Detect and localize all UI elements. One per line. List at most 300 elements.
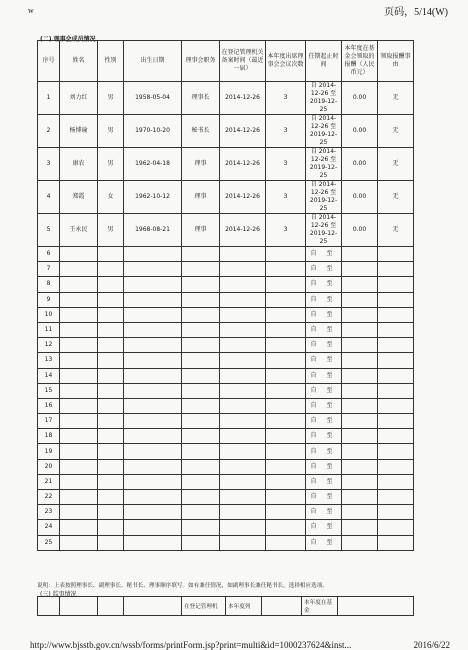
cell-empty [220,262,266,277]
board-members-table [37,40,414,551]
cell-empty [342,338,378,353]
cell-empty [378,247,414,262]
cell-empty [266,520,306,535]
cell-empty [98,322,124,337]
cell-empty [342,383,378,398]
table-row [38,307,414,322]
column-header: 本年度出席理事会会议次数 [266,41,306,82]
cell-empty [124,322,182,337]
cell-empty [98,353,124,368]
cell-no: 22 [38,490,60,505]
table-row [38,368,414,383]
cell-empty [98,535,124,550]
table-row [38,148,414,181]
cell-empty [342,277,378,292]
cell-empty [182,459,220,474]
cell-empty [182,247,220,262]
cell-empty [266,474,306,489]
footer-url: http://www.bjsstb.gov.cn/wssb/forms/printForm.jsp?print=multi&id=1000237624&inst... [30,640,352,650]
term-placeholder: 自 至 [310,326,337,334]
table-row [38,115,414,148]
cell-birth: 1970-10-20 [124,115,182,148]
cell-no: 24 [38,520,60,535]
cell-empty [266,368,306,383]
term-placeholder: 自 至 [310,447,337,455]
cell-no: 23 [38,505,60,520]
cell-no: 4 [38,181,60,214]
column-header: 领取报酬事由 [378,41,414,82]
cell-empty [266,459,306,474]
term-placeholder: 自 至 [310,462,337,470]
cell-birth: 1958-05-04 [124,82,182,115]
supervisor-header-cell [60,597,98,616]
cell-empty [342,307,378,322]
cell-empty [98,338,124,353]
cell-term [306,368,342,383]
cell-role: 理事 [182,181,220,214]
cell-gender: 女 [98,181,124,214]
cell-no: 21 [38,474,60,489]
cell-no: 6 [38,247,60,262]
cell-empty [342,414,378,429]
cell-pay: 0.00 [342,181,378,214]
supervisor-header-cell [262,597,302,616]
cell-empty [378,429,414,444]
cell-gender: 男 [98,115,124,148]
cell-empty [98,307,124,322]
cell-empty [124,368,182,383]
cell-birth: 1968-08-21 [124,214,182,247]
cell-empty [220,444,266,459]
cell-no: 5 [38,214,60,247]
cell-empty [378,444,414,459]
column-header: 任期起止时间 [306,41,342,82]
cell-name: 刘力红 [60,82,98,115]
cell-empty [124,247,182,262]
cell-no: 16 [38,398,60,413]
cell-empty [60,490,98,505]
cell-term [306,322,342,337]
cell-term [306,459,342,474]
cell-empty [182,277,220,292]
cell-no: 2 [38,115,60,148]
cell-term [306,338,342,353]
column-header: 在登记管理机关备案时间（最近一届） [220,41,266,82]
cell-no: 15 [38,383,60,398]
cell-empty [60,383,98,398]
cell-empty [60,322,98,337]
cell-no: 12 [38,338,60,353]
cell-empty [60,307,98,322]
term-placeholder: 自 至 [310,356,337,364]
term-placeholder: 自 至 [310,523,337,531]
cell-empty [378,368,414,383]
cell-empty [98,429,124,444]
cell-empty [342,292,378,307]
cell-empty [182,262,220,277]
cell-filed: 2014-12-26 [220,214,266,247]
cell-birth: 1962-10-12 [124,181,182,214]
cell-empty [342,490,378,505]
table-row [38,262,414,277]
cell-empty [378,277,414,292]
cell-no: 1 [38,82,60,115]
cell-empty [182,535,220,550]
cell-pay: 0.00 [342,214,378,247]
cell-empty [342,262,378,277]
cell-birth: 1962-04-18 [124,148,182,181]
cell-no: 9 [38,292,60,307]
cell-no: 10 [38,307,60,322]
cell-empty [98,368,124,383]
cell-empty [60,353,98,368]
cell-no: 3 [38,148,60,181]
cell-empty [124,383,182,398]
cell-empty [220,383,266,398]
cell-empty [182,414,220,429]
cell-empty [220,247,266,262]
supervisor-header-cell [38,597,60,616]
table-row [38,414,414,429]
cell-empty [60,247,98,262]
cell-empty [98,459,124,474]
cell-empty [220,474,266,489]
cell-gender: 男 [98,214,124,247]
cell-term [306,505,342,520]
cell-empty [220,353,266,368]
cell-empty [220,398,266,413]
term-placeholder: 自 至 [310,250,337,258]
cell-empty [124,535,182,550]
supervisor-header-cell: 本年度列 [226,597,262,616]
cell-term [306,474,342,489]
cell-role: 理事 [182,214,220,247]
cell-reason: 无 [378,214,414,247]
cell-empty [220,520,266,535]
term-placeholder: 自 至 [310,477,337,485]
cell-empty [266,307,306,322]
cell-term [306,383,342,398]
cell-name: 王永民 [60,214,98,247]
cell-empty [182,474,220,489]
supervisor-header-cell [124,597,182,616]
cell-empty [342,535,378,550]
header-left-mark: w [28,6,34,15]
supervisors-section-title: (三) 监事情况 [40,591,77,598]
cell-empty [98,505,124,520]
cell-empty [60,414,98,429]
cell-empty [182,307,220,322]
term-placeholder: 自 至 [310,401,337,409]
cell-empty [182,368,220,383]
cell-reason: 无 [378,148,414,181]
cell-attend: 3 [266,82,306,115]
cell-term [306,444,342,459]
cell-role: 理事 [182,148,220,181]
cell-empty [266,277,306,292]
cell-empty [182,322,220,337]
table-row [38,444,414,459]
cell-empty [378,292,414,307]
cell-empty [124,429,182,444]
cell-filed: 2014-12-26 [220,148,266,181]
cell-term [306,292,342,307]
cell-empty [124,520,182,535]
term-placeholder: 自 至 [310,341,337,349]
cell-empty [378,459,414,474]
cell-empty [378,383,414,398]
cell-empty [266,322,306,337]
cell-empty [342,444,378,459]
table-row [38,398,414,413]
cell-empty [220,535,266,550]
cell-empty [342,322,378,337]
term-placeholder: 自 至 [310,310,337,318]
term-placeholder: 自 至 [310,493,337,501]
supervisor-header-cell [338,597,414,616]
cell-attend: 3 [266,181,306,214]
cell-attend: 3 [266,214,306,247]
term-placeholder: 自 至 [310,508,337,516]
cell-empty [124,414,182,429]
table-header-row [38,41,414,82]
page-number: 页码，5/14(W) [384,7,448,18]
term-placeholder: 自 至 [310,280,337,288]
cell-empty [98,292,124,307]
table-row [38,322,414,337]
cell-no: 18 [38,429,60,444]
cell-empty [60,338,98,353]
cell-empty [378,322,414,337]
cell-term [306,535,342,550]
cell-attend: 3 [266,115,306,148]
cell-empty [342,505,378,520]
cell-empty [98,520,124,535]
table-row [38,535,414,550]
cell-empty [182,520,220,535]
supervisors-header-row [38,597,414,616]
table-row [38,338,414,353]
supervisor-header-cell [98,597,124,616]
cell-no: 20 [38,459,60,474]
cell-empty [378,520,414,535]
cell-empty [342,368,378,383]
cell-empty [220,490,266,505]
cell-term [306,262,342,277]
cell-term: 自 2014-12-26 至 2019-12-25 [306,214,342,247]
cell-empty [60,505,98,520]
cell-term [306,247,342,262]
cell-empty [378,414,414,429]
cell-term [306,414,342,429]
cell-name: 郑霞 [60,181,98,214]
cell-empty [378,353,414,368]
table-row [38,459,414,474]
cell-no: 11 [38,322,60,337]
cell-empty [378,338,414,353]
column-header: 出生日期 [124,41,182,82]
term-placeholder: 自 至 [310,386,337,394]
cell-empty [342,247,378,262]
cell-empty [220,322,266,337]
cell-pay: 0.00 [342,82,378,115]
cell-reason: 无 [378,82,414,115]
cell-empty [182,338,220,353]
cell-empty [342,398,378,413]
footer-date: 2016/6/22 [413,640,450,650]
cell-empty [60,535,98,550]
cell-term [306,490,342,505]
table-row [38,214,414,247]
cell-empty [266,444,306,459]
cell-empty [220,338,266,353]
cell-pay: 0.00 [342,115,378,148]
cell-empty [378,307,414,322]
cell-empty [220,277,266,292]
term-placeholder: 自 至 [310,538,337,546]
cell-empty [342,429,378,444]
cell-empty [266,429,306,444]
cell-gender: 男 [98,82,124,115]
term-placeholder: 自 至 [310,371,337,379]
cell-empty [124,505,182,520]
cell-empty [60,520,98,535]
cell-empty [98,262,124,277]
cell-gender: 男 [98,148,124,181]
cell-empty [60,292,98,307]
cell-empty [182,444,220,459]
cell-empty [342,353,378,368]
cell-empty [98,247,124,262]
column-header: 序号 [38,41,60,82]
cell-empty [266,398,306,413]
cell-term [306,307,342,322]
supervisors-table [37,596,414,616]
table-row [38,474,414,489]
cell-empty [124,459,182,474]
cell-filed: 2014-12-26 [220,82,266,115]
cell-no: 8 [38,277,60,292]
cell-empty [124,398,182,413]
cell-no: 7 [38,262,60,277]
cell-empty [266,535,306,550]
cell-empty [342,459,378,474]
term-placeholder: 自 至 [310,432,337,440]
cell-empty [266,247,306,262]
table-row [38,490,414,505]
cell-pay: 0.00 [342,148,378,181]
cell-empty [60,398,98,413]
cell-empty [342,520,378,535]
cell-empty [220,307,266,322]
cell-empty [220,292,266,307]
cell-empty [182,490,220,505]
cell-empty [60,474,98,489]
table-row [38,429,414,444]
cell-filed: 2014-12-26 [220,181,266,214]
cell-empty [124,277,182,292]
cell-empty [266,353,306,368]
cell-empty [266,505,306,520]
term-placeholder: 自 至 [310,265,337,273]
cell-empty [220,459,266,474]
table-row [38,277,414,292]
cell-empty [342,474,378,489]
table-row [38,82,414,115]
cell-empty [266,490,306,505]
term-placeholder: 自 至 [310,417,337,425]
table-row [38,181,414,214]
cell-empty [378,474,414,489]
cell-empty [124,338,182,353]
cell-name: 康农 [60,148,98,181]
cell-reason: 无 [378,115,414,148]
cell-no: 25 [38,535,60,550]
table-row [38,520,414,535]
cell-empty [378,505,414,520]
cell-empty [266,262,306,277]
cell-empty [266,414,306,429]
cell-empty [378,262,414,277]
cell-empty [182,429,220,444]
cell-empty [98,398,124,413]
column-header: 性别 [98,41,124,82]
cell-role: 秘书长 [182,115,220,148]
cell-empty [98,383,124,398]
cell-no: 19 [38,444,60,459]
term-placeholder: 自 至 [310,295,337,303]
cell-empty [60,368,98,383]
cell-empty [98,414,124,429]
cell-empty [60,262,98,277]
cell-term [306,277,342,292]
cell-empty [378,490,414,505]
cell-empty [60,444,98,459]
cell-term [306,429,342,444]
cell-empty [378,535,414,550]
cell-empty [266,338,306,353]
cell-reason: 无 [378,181,414,214]
cell-empty [124,474,182,489]
cell-empty [124,490,182,505]
cell-empty [266,383,306,398]
cell-term: 自 2014-12-26 至 2019-12-25 [306,148,342,181]
cell-empty [60,277,98,292]
supervisor-header-cell: 在登记管理机 [182,597,226,616]
cell-term [306,520,342,535]
cell-term: 自 2014-12-26 至 2019-12-25 [306,181,342,214]
cell-empty [220,505,266,520]
cell-empty [124,353,182,368]
column-header: 本年度在基金会领取的报酬（人民币元） [342,41,378,82]
section-title: (二) 理事会成员情况 [40,36,96,43]
table-row [38,383,414,398]
cell-empty [378,398,414,413]
cell-term: 自 2014-12-26 至 2019-12-25 [306,115,342,148]
cell-empty [124,262,182,277]
cell-empty [182,353,220,368]
cell-term [306,353,342,368]
cell-term [306,398,342,413]
cell-empty [60,459,98,474]
cell-empty [98,277,124,292]
cell-attend: 3 [266,148,306,181]
cell-no: 17 [38,414,60,429]
cell-empty [220,368,266,383]
cell-empty [220,414,266,429]
cell-name: 杨博瑜 [60,115,98,148]
cell-empty [98,444,124,459]
